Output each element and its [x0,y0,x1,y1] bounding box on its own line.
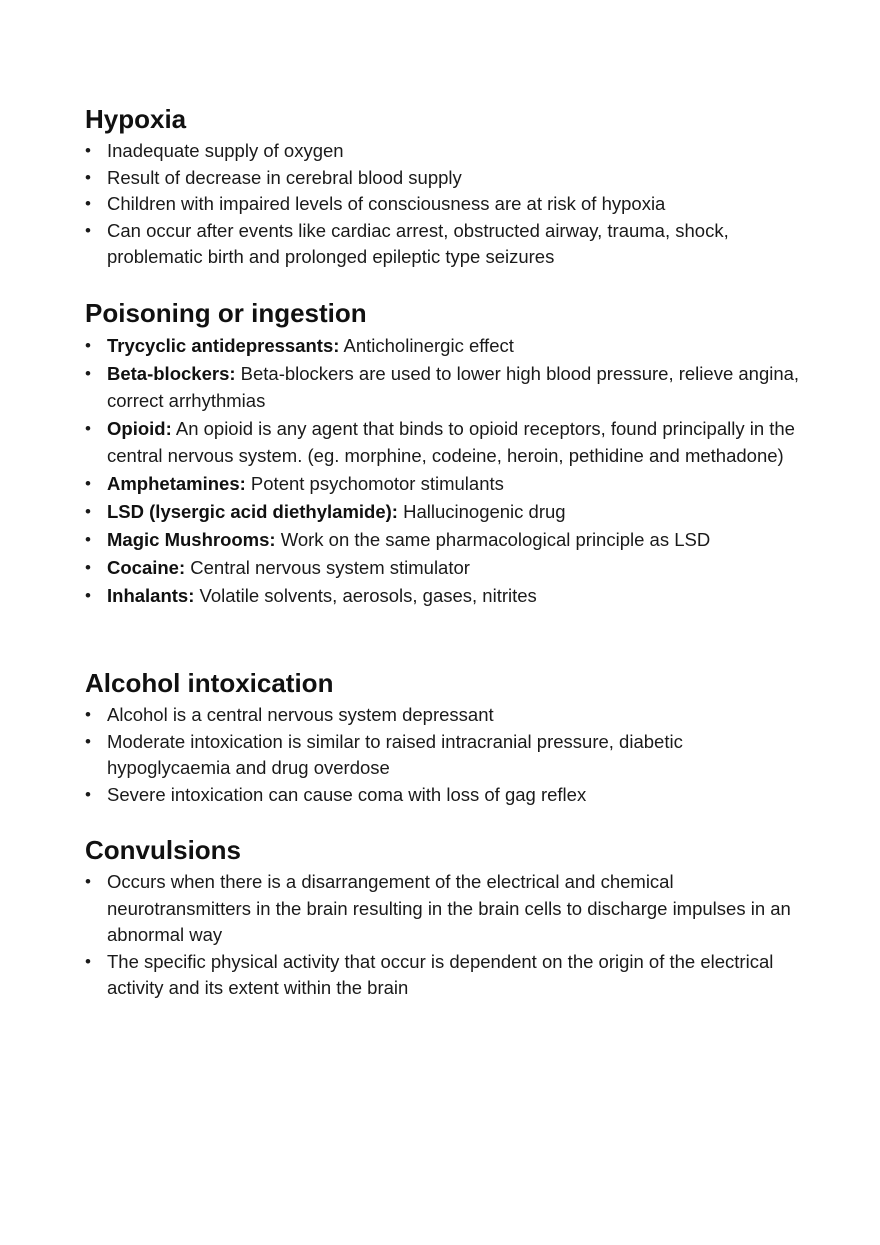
section-heading: Hypoxia [85,104,187,134]
list-item: • Alcohol is a central nervous system depressant [85,702,805,729]
list-item: • Result of decrease in cerebral blood supply [85,165,805,192]
list-item [85,470,805,497]
item-term: Cocaine: [107,557,186,578]
item-term: Amphetamines: [107,473,246,494]
list-item [85,360,805,414]
item-term: Trycyclic antidepressants: [107,335,340,356]
section-heading: Convulsions [85,835,242,865]
list-item [85,582,805,609]
section-poisoning [85,297,805,610]
item-description: An opioid is any agent that binds to opioid receptors, found principally in the central nervous system. (eg. morphine, codeine, heroin, pethidine and methadone) [107,418,795,466]
section-alcohol-intoxication [85,667,805,808]
section-convulsions [85,834,805,1002]
list-item: • The specific physical activity that occur is dependent on the origin of the electrical activity and its extent within the brain [85,949,805,1002]
list-item: • Can occur after events like cardiac arrest, obstructed airway, trauma, shock, problematic birth and prolonged epileptic type seizures [85,218,805,271]
bullet-list [85,332,805,609]
list-item: • Occurs when there is a disarrangement of the electrical and chemical neurotransmitters in the brain resulting in the brain cells to discharge impulses in an abnormal way [85,869,805,949]
list-item [85,498,805,525]
item-description: Anticholinergic effect [339,335,514,356]
item-term: Beta-blockers: [107,363,236,384]
section-heading: Alcohol intoxication [85,668,334,698]
list-item: • Inadequate supply of oxygen [85,138,805,165]
item-description: Hallucinogenic drug [397,501,566,522]
item-description: Beta-blockers are used to lower high blood pressure, relieve angina, correct arrhythmias [107,363,800,411]
section-heading: Poisoning or ingestion [85,298,367,328]
item-description: Volatile solvents, aerosols, gases, nitrites [194,585,537,606]
item-term: Magic Mushrooms: [107,529,276,550]
item-description: Potent psychomotor stimulants [245,473,504,494]
item-description: Central nervous system stimulator [185,557,470,578]
item-term: Opioid: [107,418,172,439]
list-item [85,332,805,359]
bullet-list [85,869,805,1002]
section-hypoxia [85,103,805,271]
list-item: • Children with impaired levels of consciousness are at risk of hypoxia [85,191,805,218]
bullet-list [85,702,805,808]
list-item: • Severe intoxication can cause coma with loss of gag reflex [85,782,805,809]
item-term: LSD (lysergic acid diethylamide): [107,501,398,522]
item-description: Work on the same pharmacological principle as LSD [275,529,711,550]
list-item [85,526,805,553]
list-item: • Moderate intoxication is similar to raised intracranial pressure, diabetic hypoglycaemia and drug overdose [85,729,805,782]
item-term: Inhalants: [107,585,195,606]
list-item [85,415,805,469]
bullet-list [85,138,805,271]
list-item [85,554,805,581]
